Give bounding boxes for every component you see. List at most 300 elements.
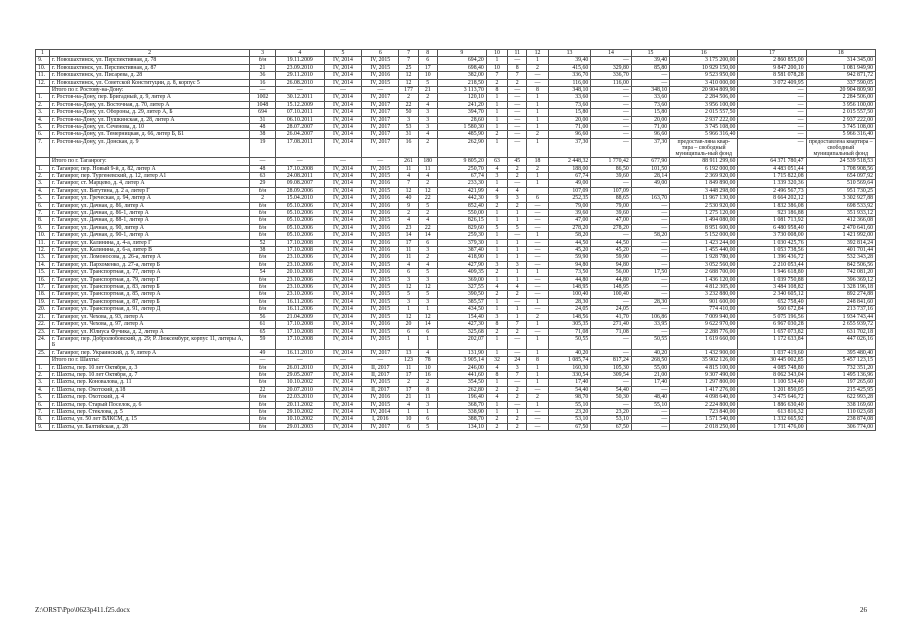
table-cell: — bbox=[591, 379, 632, 386]
table-cell: г. Таганрог, ул. Транспортная, д. 77, литер А bbox=[49, 269, 249, 276]
table-cell bbox=[527, 187, 548, 194]
table-cell: 14 bbox=[418, 321, 437, 328]
table-cell: 330,54 bbox=[548, 371, 591, 378]
table-cell: 732 351,20 bbox=[806, 364, 875, 371]
table-cell: 73,60 bbox=[548, 101, 591, 108]
table-cell: 1 bbox=[486, 401, 507, 408]
table-cell: IV, 2017 bbox=[362, 131, 399, 138]
table-cell: 694,20 bbox=[437, 57, 486, 64]
table-row bbox=[36, 321, 876, 328]
table-cell: 5 457 123,15 bbox=[806, 357, 875, 364]
table-cell: 6 bbox=[399, 423, 418, 430]
column-number: 16 bbox=[670, 50, 738, 57]
table-row bbox=[36, 349, 876, 356]
table-cell: 21 bbox=[250, 64, 276, 71]
table-cell: 1002 bbox=[250, 94, 276, 101]
table-cell: 4 bbox=[418, 172, 437, 179]
table-cell: б/н bbox=[250, 291, 276, 298]
table-cell: 54,40 bbox=[548, 386, 591, 393]
table-cell: — bbox=[631, 79, 669, 86]
table-cell: 59,90 bbox=[591, 254, 632, 261]
table-cell: — bbox=[738, 101, 806, 108]
document-page bbox=[35, 49, 876, 431]
table-cell: 10 bbox=[399, 416, 418, 423]
table-cell: 1 085,74 bbox=[548, 357, 591, 364]
table-cell: 23.09.2010 bbox=[275, 64, 324, 71]
table-cell: 19.11.2009 bbox=[275, 57, 324, 64]
table-cell: 1 bbox=[486, 124, 507, 131]
table-cell: — bbox=[591, 109, 632, 116]
table-cell: 1 bbox=[486, 232, 507, 239]
table-cell: — bbox=[631, 306, 669, 313]
table-cell: IV, 2014 bbox=[324, 321, 361, 328]
table-cell: 1 495 136,96 bbox=[806, 371, 875, 378]
table-cell: 47,00 bbox=[591, 217, 632, 224]
table-cell: г. Таганрог, пер. Добролюбовский, д. 29; Р. Люксембург, корпус 11, литеры А, Б bbox=[49, 335, 249, 349]
table-cell: — bbox=[631, 210, 669, 217]
table-cell: 1 bbox=[399, 306, 418, 313]
table-cell: — bbox=[631, 72, 669, 79]
table-cell: — bbox=[591, 138, 632, 157]
table-cell: 3 302 927,88 bbox=[806, 195, 875, 202]
table-cell: IV, 2016 bbox=[362, 254, 399, 261]
table-cell: 510 569,64 bbox=[806, 180, 875, 187]
table-cell: 1 bbox=[527, 232, 548, 239]
table-cell: г. Ростов-на-Дону, ул. Темерницкая, д. 66, литер Б, Б1 bbox=[49, 131, 249, 138]
table-cell: IV, 2014 bbox=[324, 165, 361, 172]
table-cell: IV, 2014 bbox=[324, 328, 361, 335]
table-cell: 2 bbox=[250, 195, 276, 202]
table-cell: 24,05 bbox=[591, 306, 632, 313]
table-cell: 110 023,68 bbox=[806, 408, 875, 415]
table-cell: 1 039 750,88 bbox=[738, 276, 806, 283]
table-cell: 29 bbox=[250, 180, 276, 187]
column-number: 8 bbox=[418, 50, 437, 57]
table-cell: — bbox=[631, 386, 669, 393]
table-cell: б/н bbox=[250, 224, 276, 231]
subtotal-row bbox=[36, 87, 876, 94]
table-cell: II, 2017 bbox=[362, 371, 399, 378]
table-cell: IV, 2016 bbox=[362, 210, 399, 217]
table-cell: 2 bbox=[486, 269, 507, 276]
table-cell: 1 bbox=[508, 247, 527, 254]
table-cell: 6 bbox=[527, 195, 548, 202]
table-cell: 56 bbox=[250, 313, 276, 320]
table-cell: 148,95 bbox=[548, 284, 591, 291]
table-cell: IV, 2015 bbox=[362, 328, 399, 335]
table-cell: 15,80 bbox=[631, 109, 669, 116]
table-cell: 233,30 bbox=[437, 180, 486, 187]
table-cell: 2 bbox=[486, 202, 507, 209]
table-cell: 1 bbox=[527, 109, 548, 116]
table-cell: б/н bbox=[250, 284, 276, 291]
table-cell: IV, 2014 bbox=[362, 408, 399, 415]
table-cell: 53,10 bbox=[548, 416, 591, 423]
table-cell: IV, 2014 bbox=[324, 386, 361, 393]
table-cell: 12. bbox=[36, 247, 50, 254]
table-cell: 1 bbox=[508, 408, 527, 415]
table-cell: II, 2017 bbox=[362, 386, 399, 393]
table-cell: 1 bbox=[508, 306, 527, 313]
table-cell: 33,95 bbox=[631, 321, 669, 328]
table-cell: б/н bbox=[250, 371, 276, 378]
table-cell: 16. bbox=[36, 276, 50, 283]
table-cell: 3 bbox=[486, 313, 507, 320]
table-row bbox=[36, 232, 876, 239]
table-cell: 6 bbox=[418, 328, 437, 335]
table-cell: IV, 2014 bbox=[324, 187, 361, 194]
table-cell: 11 bbox=[399, 364, 418, 371]
table-cell: 1 bbox=[508, 239, 527, 246]
table-cell: 4 bbox=[418, 131, 437, 138]
table-cell: — bbox=[508, 401, 527, 408]
table-cell: 1 bbox=[527, 116, 548, 123]
table-cell: 48 bbox=[250, 124, 276, 131]
table-cell: 44,50 bbox=[591, 239, 632, 246]
table-cell: 22 bbox=[418, 224, 437, 231]
table-cell: 54,40 bbox=[591, 386, 632, 393]
table-cell: 1 bbox=[527, 124, 548, 131]
table-cell: 10. bbox=[36, 64, 50, 71]
table-cell: 96,60 bbox=[548, 131, 591, 138]
subtotal-row bbox=[36, 357, 876, 364]
table-cell: 1 201 850,05 bbox=[738, 386, 806, 393]
table-cell: Итого по г. Таганрогу: bbox=[49, 158, 249, 165]
table-cell: г. Шахты, ул. 50 лет ВЛКСМ, д. 15 bbox=[49, 416, 249, 423]
table-cell: 9 bbox=[399, 202, 418, 209]
table-cell: 23,20 bbox=[548, 408, 591, 415]
table-cell: 8 581 078,28 bbox=[738, 72, 806, 79]
table-cell: 4 bbox=[399, 172, 418, 179]
table-cell: 3 410 000,00 bbox=[670, 79, 738, 86]
table-cell: 2. bbox=[36, 101, 50, 108]
table-cell: IV, 2015 bbox=[362, 165, 399, 172]
table-cell: 45,20 bbox=[548, 247, 591, 254]
table-row bbox=[36, 202, 876, 209]
table-cell: 396 369,12 bbox=[806, 276, 875, 283]
table-cell: 392 814,24 bbox=[806, 239, 875, 246]
table-cell: 10 bbox=[418, 364, 437, 371]
table-cell: 14 bbox=[418, 232, 437, 239]
table-cell: 2 bbox=[486, 79, 507, 86]
column-number: 17 bbox=[738, 50, 806, 57]
table-cell: 20.11.2002 bbox=[275, 401, 324, 408]
table-cell: 26.08.2010 bbox=[275, 79, 324, 86]
table-cell: 250,70 bbox=[437, 165, 486, 172]
table-cell: 3 052 560,00 bbox=[670, 261, 738, 268]
table-cell: 387,40 bbox=[437, 247, 486, 254]
table-cell: IV, 2016 bbox=[362, 269, 399, 276]
table-cell: 252,35 bbox=[548, 195, 591, 202]
table-cell: 71,08 bbox=[548, 328, 591, 335]
table-row bbox=[36, 335, 876, 349]
table-cell: 218,50 bbox=[437, 79, 486, 86]
column-number: 2 bbox=[49, 50, 249, 57]
table-cell: 1 bbox=[527, 180, 548, 187]
table-cell: 3 bbox=[418, 116, 437, 123]
table-cell: 29.11.2010 bbox=[275, 72, 324, 79]
table-cell: 4 098 640,00 bbox=[670, 394, 738, 401]
table-cell: 1 934 743,44 bbox=[806, 313, 875, 320]
table-cell: 6 bbox=[418, 416, 437, 423]
page-number: 26 bbox=[860, 606, 867, 614]
table-cell: 8 bbox=[418, 386, 437, 393]
table-cell: 2 530 920,00 bbox=[670, 202, 738, 209]
table-cell: 1. bbox=[36, 94, 50, 101]
table-cell: 7. bbox=[36, 210, 50, 217]
table-cell: 2 bbox=[508, 386, 527, 393]
table-cell: 23.10.2006 bbox=[275, 261, 324, 268]
table-cell: 73,50 bbox=[548, 269, 591, 276]
table-cell: 32 bbox=[486, 357, 507, 364]
table-cell: — bbox=[527, 210, 548, 217]
table-cell: 1 bbox=[508, 269, 527, 276]
table-cell: 2 bbox=[418, 210, 437, 217]
table-cell: 2 470 641,60 bbox=[806, 224, 875, 231]
table-cell: 8 bbox=[527, 87, 548, 94]
table-cell: 9 bbox=[486, 195, 507, 202]
table-cell: 79,00 bbox=[548, 202, 591, 209]
table-cell: 67,50 bbox=[548, 423, 591, 430]
table-cell: 9. bbox=[36, 423, 50, 430]
table-cell: IV, 2014 bbox=[324, 72, 361, 79]
table-cell: 23 bbox=[399, 224, 418, 231]
table-cell: 4 bbox=[399, 261, 418, 268]
table-cell: г. Таганрог, ул. Юлиуса Фучика, д. 2, литер А bbox=[49, 328, 249, 335]
table-row bbox=[36, 116, 876, 123]
table-cell: 2 bbox=[527, 394, 548, 401]
table-cell: 2 bbox=[399, 210, 418, 217]
table-cell: 36 bbox=[250, 72, 276, 79]
table-cell: 1 bbox=[527, 364, 548, 371]
table-cell: — bbox=[631, 247, 669, 254]
file-path-footer: Z:\ORST\Ppo\0623p411.f25.docx bbox=[35, 606, 131, 614]
table-cell: б/н bbox=[250, 408, 276, 415]
table-row bbox=[36, 276, 876, 283]
table-cell: 15. bbox=[36, 269, 50, 276]
table-cell: 1 770,42 bbox=[591, 158, 632, 165]
table-cell: 22 bbox=[418, 195, 437, 202]
table-cell: IV, 2014 bbox=[324, 217, 361, 224]
table-cell: 23.10.2006 bbox=[275, 284, 324, 291]
table-cell: б/н bbox=[250, 306, 276, 313]
table-cell: 348,10 bbox=[548, 87, 591, 94]
table-cell: — bbox=[508, 232, 527, 239]
table-row bbox=[36, 254, 876, 261]
table-cell bbox=[36, 158, 50, 165]
table-cell: 5 bbox=[418, 423, 437, 430]
table-cell: IV, 2015 bbox=[362, 379, 399, 386]
table-cell: Итого по г. Ростову-на-Дону: bbox=[49, 87, 249, 94]
table-cell: 14. bbox=[36, 261, 50, 268]
table-cell: 6 bbox=[418, 57, 437, 64]
table-cell: 16 bbox=[399, 138, 418, 157]
table-cell: 3 bbox=[486, 172, 507, 179]
table-cell: 98,70 bbox=[548, 394, 591, 401]
table-row bbox=[36, 94, 876, 101]
table-cell: 39,60 bbox=[548, 210, 591, 217]
table-cell: 5. bbox=[36, 394, 50, 401]
table-cell: 23.10.2006 bbox=[275, 276, 324, 283]
table-cell: 2 937 222,00 bbox=[670, 116, 738, 123]
table-cell: 30 445 002,85 bbox=[738, 357, 806, 364]
table-cell: 382,00 bbox=[437, 72, 486, 79]
table-cell: 6 bbox=[399, 328, 418, 335]
table-cell: — bbox=[738, 124, 806, 131]
table-cell: 24,05 bbox=[548, 306, 591, 313]
table-cell: 901 600,00 bbox=[670, 298, 738, 305]
table-cell: г. Таганрог, ул. Транспортная, д. 91, литер Д bbox=[49, 306, 249, 313]
table-cell: б/н bbox=[250, 276, 276, 283]
table-cell: 394,70 bbox=[437, 109, 486, 116]
table-cell: IV, 2017 bbox=[362, 349, 399, 356]
table-cell: г. Таганрог, ул. Ломоносова, д. 26-а, литер А bbox=[49, 254, 249, 261]
table-cell: IV, 2014 bbox=[324, 210, 361, 217]
table-cell: 05.10.2006 bbox=[275, 232, 324, 239]
table-cell: IV, 2015 bbox=[362, 64, 399, 71]
table-cell: — bbox=[527, 254, 548, 261]
table-cell: 31 bbox=[399, 131, 418, 138]
table-cell: 3 bbox=[508, 195, 527, 202]
table-cell: 134,10 bbox=[437, 423, 486, 430]
table-cell: 11 bbox=[399, 254, 418, 261]
table-cell: б/н bbox=[250, 261, 276, 268]
table-cell: 8 bbox=[486, 87, 507, 94]
table-cell: 5 bbox=[418, 202, 437, 209]
table-cell: 447 026,16 bbox=[806, 335, 875, 349]
table-cell: 1 886 630,40 bbox=[738, 401, 806, 408]
table-cell: 677,90 bbox=[631, 158, 669, 165]
table-cell: IV, 2014 bbox=[324, 195, 361, 202]
table-cell: г. Таганрог, ул. Чехова, д. 93, литер А bbox=[49, 313, 249, 320]
table-cell: 44,80 bbox=[548, 276, 591, 283]
table-cell: 16.11.2010 bbox=[275, 349, 324, 356]
table-cell: 22. bbox=[36, 321, 50, 328]
table-cell: 4. bbox=[36, 116, 50, 123]
table-cell: 131,90 bbox=[437, 349, 486, 356]
table-cell: 12 bbox=[418, 187, 437, 194]
table-cell: 2 bbox=[527, 64, 548, 71]
table-row bbox=[36, 401, 876, 408]
table-cell: 2 bbox=[508, 416, 527, 423]
table-cell: 7. bbox=[36, 138, 50, 157]
table-cell: IV, 2014 bbox=[324, 269, 361, 276]
table-cell: б/н bbox=[250, 423, 276, 430]
table-cell: 3 072 409,95 bbox=[738, 79, 806, 86]
table-cell: 1 bbox=[486, 138, 507, 157]
table-cell: 23.10.2006 bbox=[275, 291, 324, 298]
table-cell: 12 bbox=[418, 284, 437, 291]
table-cell: 1 571 540,00 bbox=[670, 416, 738, 423]
table-cell: г. Таганрог, ул. Транспортная, д. 87, литер Б bbox=[49, 298, 249, 305]
table-cell: — bbox=[508, 131, 527, 138]
table-cell: 354,50 bbox=[437, 379, 486, 386]
table-cell: 17 bbox=[399, 371, 418, 378]
table-cell: — bbox=[527, 276, 548, 283]
table-cell: 17,40 bbox=[631, 379, 669, 386]
table-cell: 3 bbox=[399, 116, 418, 123]
table-cell: 4. bbox=[36, 386, 50, 393]
table-cell: IV, 2016 bbox=[362, 247, 399, 254]
table-cell: 262,80 bbox=[437, 386, 486, 393]
table-cell: г. Шахты, пер. Охотский, д. 4 bbox=[49, 394, 249, 401]
table-cell: 18. bbox=[36, 291, 50, 298]
table-row bbox=[36, 138, 876, 157]
table-cell: IV, 2016 bbox=[362, 239, 399, 246]
table-cell: 15.04.2010 bbox=[275, 195, 324, 202]
table-cell: 197 265,60 bbox=[806, 379, 875, 386]
table-cell: 25. bbox=[36, 349, 50, 356]
table-cell: 6. bbox=[36, 202, 50, 209]
table-row bbox=[36, 101, 876, 108]
table-cell: 20,00 bbox=[631, 116, 669, 123]
table-cell: 25 bbox=[399, 64, 418, 71]
table-row bbox=[36, 109, 876, 116]
table-cell: 20 904 809,90 bbox=[670, 87, 738, 94]
table-cell: 7 bbox=[486, 72, 507, 79]
table-cell: г. Таганрог, ул. Чехова, д. 97, литер А bbox=[49, 321, 249, 328]
table-cell: 53 bbox=[399, 124, 418, 131]
table-cell: 24.08.2011 bbox=[275, 172, 324, 179]
table-cell: 28,60 bbox=[437, 116, 486, 123]
table-cell: 2 bbox=[486, 423, 507, 430]
table-cell: 2 284 506,00 bbox=[670, 94, 738, 101]
table-cell: — bbox=[508, 116, 527, 123]
table-cell: IV, 2014 bbox=[324, 349, 361, 356]
table-cell: 3 bbox=[418, 109, 437, 116]
table-cell: 1 332 665,92 bbox=[738, 416, 806, 423]
table-cell: 2 bbox=[508, 165, 527, 172]
table-cell: — bbox=[527, 239, 548, 246]
table-cell: 2 688 700,00 bbox=[670, 269, 738, 276]
table-cell: 20 bbox=[399, 321, 418, 328]
table-cell: 1 bbox=[527, 349, 548, 356]
table-cell: г. Таганрог, ул. Калинина, д. 4-а, литер Г bbox=[49, 239, 249, 246]
table-cell: IV, 2017 bbox=[362, 124, 399, 131]
table-cell: IV, 2014 bbox=[324, 298, 361, 305]
table-cell: 622 993,28 bbox=[806, 394, 875, 401]
table-cell: — bbox=[362, 158, 399, 165]
table-cell: 1 849 890,00 bbox=[670, 180, 738, 187]
table-cell: 1 bbox=[486, 239, 507, 246]
table-cell: IV, 2017 bbox=[362, 116, 399, 123]
table-cell: 441,60 bbox=[437, 371, 486, 378]
table-cell: 654 097,92 bbox=[806, 172, 875, 179]
table-cell: 418,90 bbox=[437, 254, 486, 261]
table-cell: 16 bbox=[418, 371, 437, 378]
table-cell: 96,60 bbox=[631, 131, 669, 138]
table-cell: — bbox=[591, 124, 632, 131]
table-row bbox=[36, 180, 876, 187]
table-cell: IV, 2014 bbox=[324, 172, 361, 179]
table-cell bbox=[36, 357, 50, 364]
table-cell: 29.01.2003 bbox=[275, 423, 324, 430]
table-cell: — bbox=[527, 416, 548, 423]
table-cell: IV, 2016 bbox=[362, 72, 399, 79]
table-cell: 11 bbox=[399, 247, 418, 254]
table-cell: — bbox=[527, 202, 548, 209]
table-cell: 17. bbox=[36, 284, 50, 291]
table-row bbox=[36, 79, 876, 86]
table-cell: 26.01.2010 bbox=[275, 364, 324, 371]
table-cell: 38 bbox=[250, 247, 276, 254]
table-cell: 5 bbox=[399, 291, 418, 298]
table-cell: 50 bbox=[399, 109, 418, 116]
table-cell: 2 bbox=[486, 386, 507, 393]
table-cell: 5 bbox=[418, 269, 437, 276]
table-cell: 314 345,00 bbox=[806, 57, 875, 64]
table-cell: г. Таганрог, ул. Пархоменко, д. 27-а, литер Б bbox=[49, 261, 249, 268]
